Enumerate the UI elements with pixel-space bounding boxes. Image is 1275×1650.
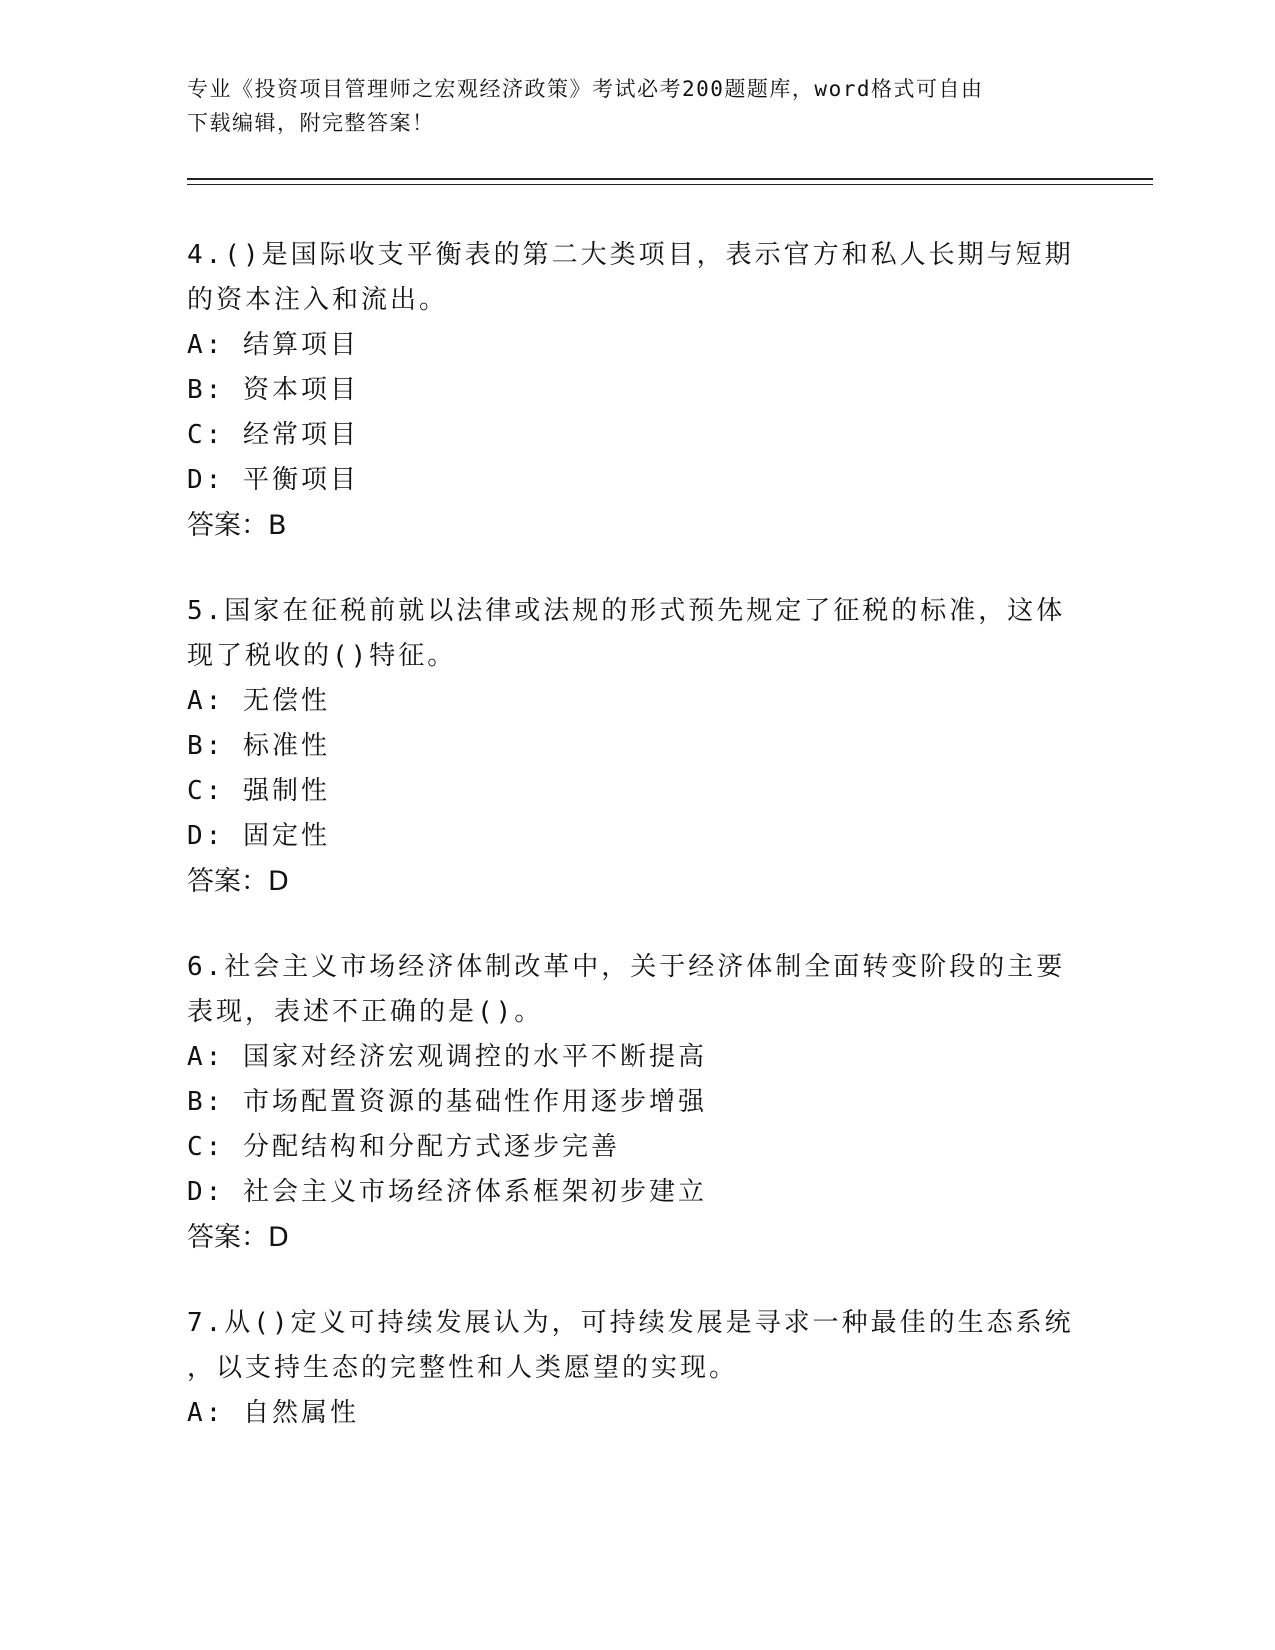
- header-divider-thin: [187, 184, 1153, 185]
- question-text-line: 4.()是国际收支平衡表的第二大类项目，表示官方和私人长期与短期: [187, 240, 1074, 270]
- question-6: [187, 945, 1087, 1260]
- option-d: D: 固定性: [187, 821, 330, 851]
- option-a: A: 无偿性: [187, 686, 330, 716]
- option-d: D: 平衡项目: [187, 465, 359, 495]
- option-c: C: 分配结构和分配方式逐步完善: [187, 1132, 620, 1162]
- question-text-line: 7.从()定义可持续发展认为，可持续发展是寻求一种最佳的生态系统: [187, 1308, 1074, 1338]
- option-a: A: 国家对经济宏观调控的水平不断提高: [187, 1042, 707, 1072]
- option-a: A: 结算项目: [187, 330, 359, 360]
- option-b: B: 标准性: [187, 731, 330, 761]
- option-a: A: 自然属性: [187, 1398, 359, 1428]
- answer-line: 答案：B: [187, 510, 287, 541]
- question-5: [187, 589, 1087, 904]
- question-text-line: 6.社会主义市场经济体制改革中，关于经济体制全面转变阶段的主要: [187, 952, 1066, 982]
- option-c: C: 强制性: [187, 776, 330, 806]
- header-line-2: 下载编辑，附完整答案！: [187, 111, 435, 135]
- question-text-line: 表现，表述不正确的是()。: [187, 997, 544, 1027]
- header-divider-thick: [187, 178, 1153, 180]
- question-list: [187, 233, 1087, 1477]
- answer-line: 答案：D: [187, 866, 289, 897]
- header-line-1: 专业《投资项目管理师之宏观经济政策》考试必考200题题库，word格式可自由: [187, 77, 984, 101]
- option-b: B: 资本项目: [187, 375, 359, 405]
- question-7: [187, 1301, 1087, 1436]
- question-4: [187, 233, 1087, 548]
- option-b: B: 市场配置资源的基础性作用逐步增强: [187, 1087, 707, 1117]
- question-text-line: 的资本注入和流出。: [187, 285, 449, 315]
- document-header: [187, 72, 1067, 140]
- answer-line: 答案：D: [187, 1222, 289, 1253]
- question-text-line: 5.国家在征税前就以法律或法规的形式预先规定了征税的标准，这体: [187, 596, 1066, 626]
- option-d: D: 社会主义市场经济体系框架初步建立: [187, 1177, 707, 1207]
- question-text-line: 现了税收的()特征。: [187, 641, 457, 671]
- option-c: C: 经常项目: [187, 420, 359, 450]
- question-text-line: ，以支持生态的完整性和人类愿望的实现。: [187, 1353, 739, 1383]
